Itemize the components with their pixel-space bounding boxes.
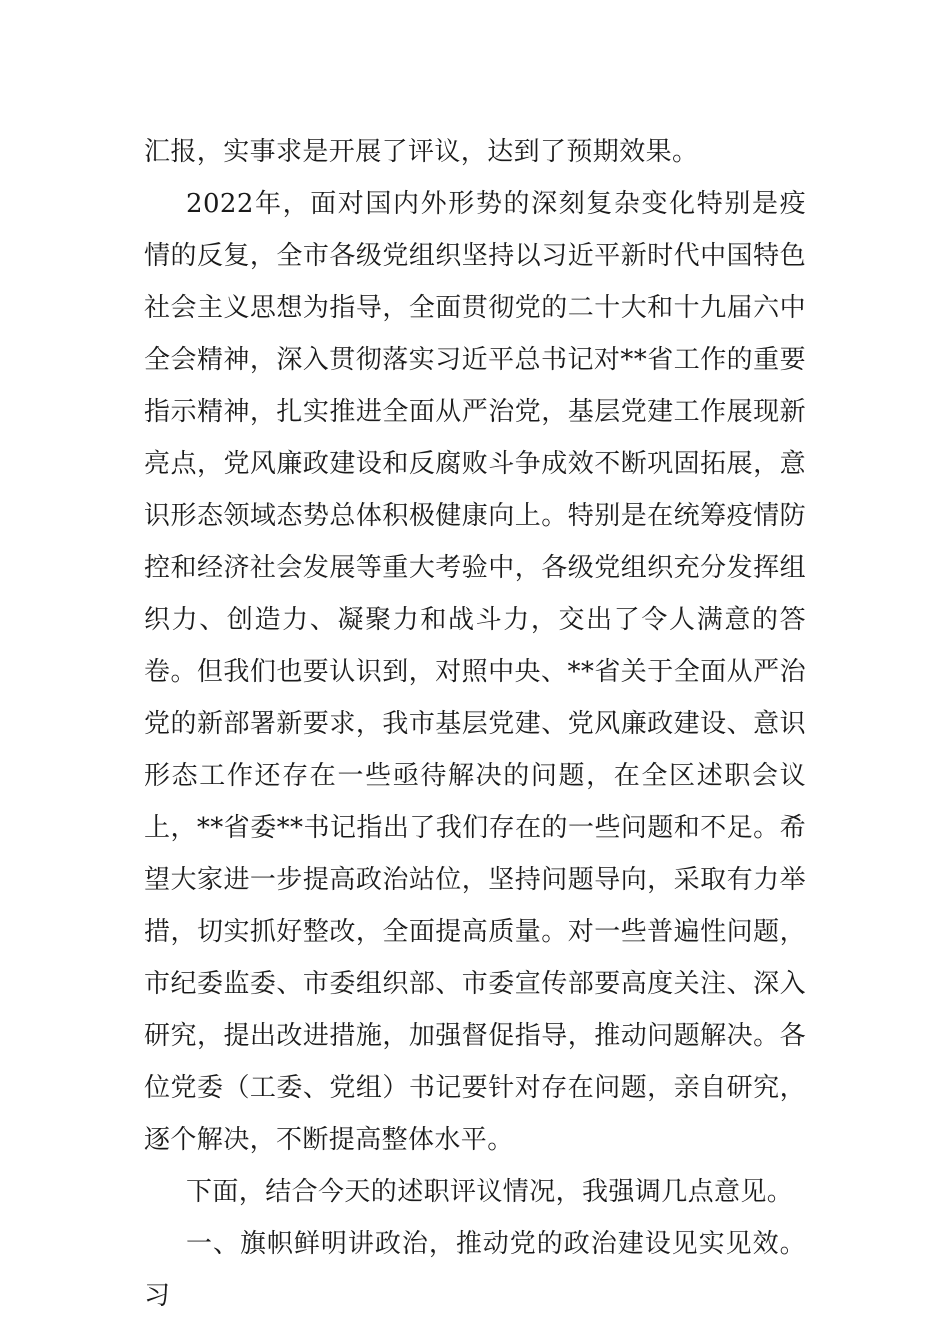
document-body [144, 126, 806, 1322]
paragraph-continuation: 汇报，实事求是开展了评议，达到了预期效果。 [144, 137, 699, 167]
paragraph-transition: 下面，结合今天的述职评议情况，我强调几点意见。 [186, 1177, 794, 1207]
paragraph-main: 2022年，面对国内外形势的深刻复杂变化特别是疫情的反复，全市各级党组织坚持以习近平新时代中国特色社会主义思想为指导，全面贯彻党的二十大和十九届六中全会精神，深入贯彻落实习近平总书记对**省工作的重要指示精神，扎实推进全面从严治党，基层党建工作展现新亮点，党风廉政建设和反腐败斗争成效不断巩固拓展，意识形态领域态势总体积极健康向上。特别是在统筹疫情防控和经济社会发展等重大考验中，各级党组织充分发挥组织力、创造力、凝聚力和战斗力，交出了令人满意的答卷。但我们也要认识到，对照中央、**省关于全面从严治党的新部署新要求，我市基层党建、党风廉政建设、意识形态工作还存在一些亟待解决的问题，在全区述职会议上，**省委**书记指出了我们存在的一些问题和不足。希望大家进一步提高政治站位，坚持问题导向，采取有力举措，切实抓好整改，全面提高质量。对一些普遍性问题，市纪委监委、市委组织部、市委宣传部要高度关注、深入研究，提出改进措施，加强督促指导，推动问题解决。各位党委（工委、党组）书记要针对存在问题，亲自研究，逐个解决，不断提高整体水平。 [144, 189, 806, 1155]
paragraph-section-heading: 一、旗帜鲜明讲政治，推动党的政治建设见实见效。习 [144, 1229, 806, 1311]
